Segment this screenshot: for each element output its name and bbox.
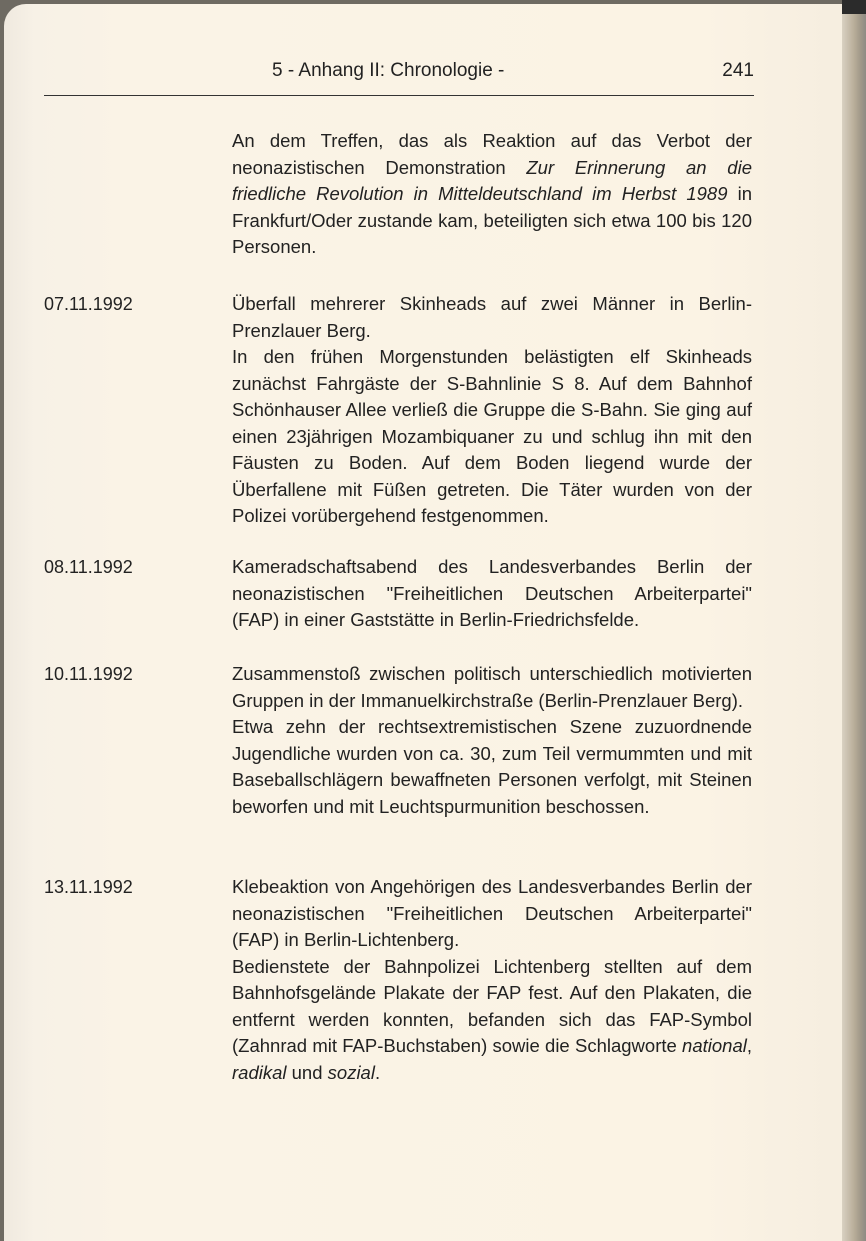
entry-title: Klebeaktion von Angehörigen des Landesverbandes Berlin der neonazistischen "Freiheitlichen Deutschen Arbeiterpartei" (FAP) in Berlin-Lichtenberg. [232,876,752,950]
period: . [374,1061,381,1083]
entry-body: Etwa zehn der rechtsextremistischen Szene zuzuordnende Jugendliche wurden von ca. 30, zum Teil vermummten und mit Baseballschlägern bewaffneten Personen verfolgt, mit Steinen beworfen und mit Leuchtspurmunition beschossen. [232,716,752,817]
entry-date: 07.11.1992 [44,294,133,314]
sep: , [746,1035,752,1056]
demo-title: Zur Erinnerung an die friedliche Revolution in Mitteldeutschland im Herbst 1989 [232,156,752,204]
entry-title: Zusammenstoß zwischen politisch unterschiedlich motivierten Gruppen in der Immanuelkirchstraße (Berlin-Prenzlauer Berg). [232,663,752,711]
entry-title: Überfall mehrerer Skinheads auf zwei Männer in Berlin-Prenzlauer Berg. [232,293,752,341]
sep: und [286,1061,328,1083]
slogan-radikal: radikal [232,1061,287,1083]
entry-body [232,954,752,1087]
header-rule [44,95,754,96]
running-header [44,52,754,92]
entry-body: In den frühen Morgenstunden belästigten elf Skinheads zunächst Fahrgäste der S-Bahnlinie S 8. Auf dem Bahnhof Schönhauser Allee verließ die Gruppe die S-Bahn. Sie ging auf einen 23jährigen Mozambiquaner zu und schlug ihn mit den Fäusten zu Boden. Auf dem Boden liegend wurde der Überfallene mit Füßen getreten. Die Täter wurden von der Polizei vorübergehend festgenommen. [232,346,752,526]
body-text: Bedienstete der Bahnpolizei Lichtenberg stellten auf dem Bahnhofsgelände Plakate der FAP fest. Auf den Plakaten, die entfernt werden konnten, befanden sich das FAP-Symbol (Zahnrad mit FAP-Buchstaben) sowie die Schlagworte [232,955,752,1056]
entry-text [232,554,752,634]
chapter-title: 5 - Anhang II: Chronologie - [272,60,505,81]
page-number: 241 [722,60,754,81]
slogan-national: national [682,1035,747,1056]
entry-text [232,661,752,820]
entry-date: 10.11.1992 [44,664,133,684]
entry-title: Kameradschaftsabend des Landesverbandes Berlin der neonazistischen "Freiheitlichen Deutschen Arbeiterpartei" (FAP) in einer Gaststätte in Berlin-Friedrichsfelde. [232,556,752,630]
book-page [4,4,842,1241]
intro-text-end: in Frankfurt/Oder zustande kam, beteiligten sich etwa 100 bis 120 Personen. [232,183,753,257]
intro-text: An dem Treffen, das als Reaktion auf das Verbot der neonazistischen Demonstration [232,130,752,178]
page-edge-shadow [842,0,866,14]
entry-text [232,291,752,530]
slogan-sozial: sozial [327,1061,375,1083]
entry-date: 13.11.1992 [44,877,133,897]
page-edge [842,0,866,1241]
entry-date: 08.11.1992 [44,557,133,577]
intro-paragraph [232,128,752,261]
entry-text [232,874,752,1086]
